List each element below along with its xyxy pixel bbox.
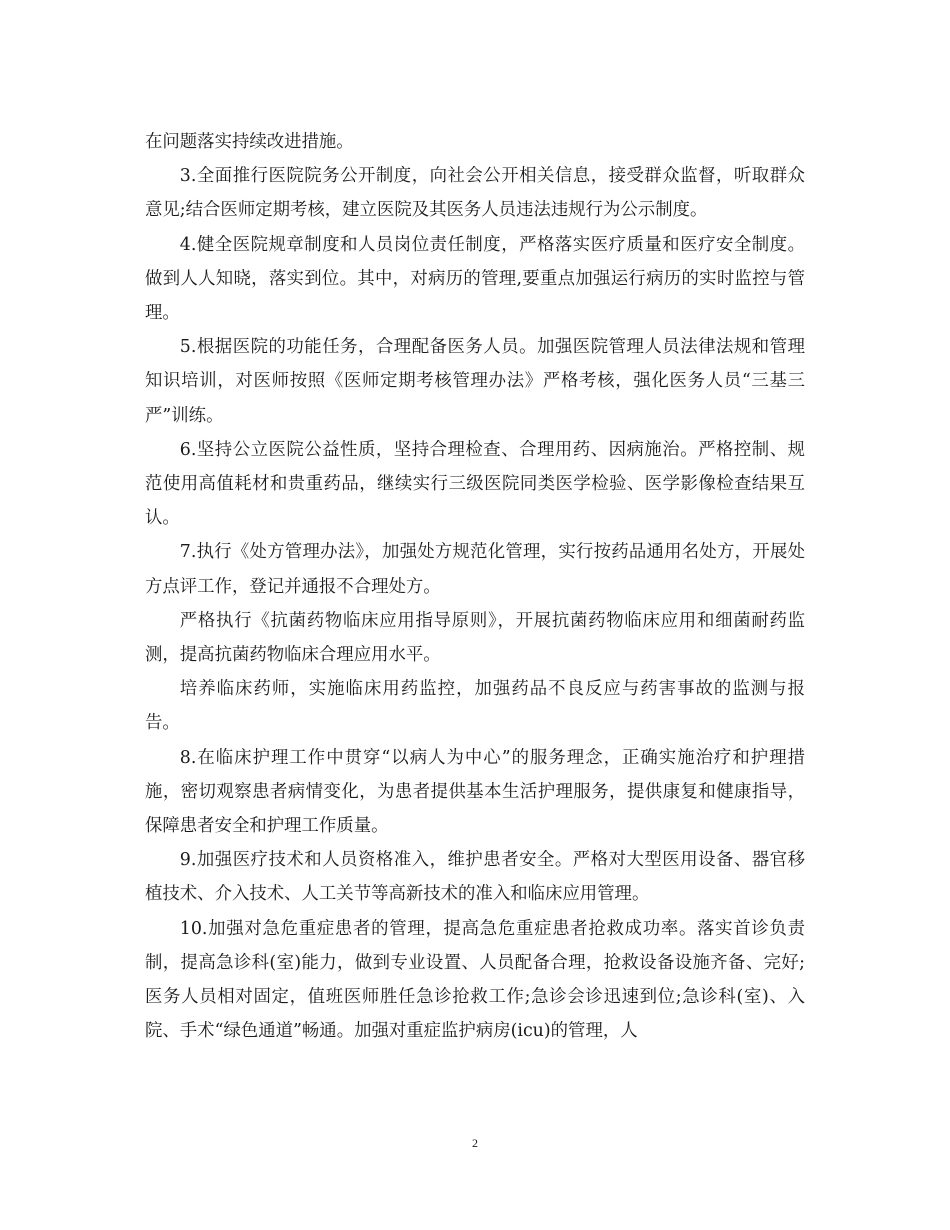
paragraph-item-8: 8.在临床护理工作中贯穿“以病人为中心”的服务理念，正确实施治疗和护理措施，密切观察患者病情变化，为患者提供基本生活护理服务，提供康复和健康指导，保障患者安全和护理工作质量。	[145, 747, 805, 837]
page-number: 2	[472, 1136, 478, 1150]
paragraph-item-4: 4.健全医院规章制度和人员岗位责任制度，严格落实医疗质量和医疗安全制度。做到人人知晓，落实到位。其中，对病历的管理,要重点加强运行病历的实时监控与管理。	[145, 234, 805, 324]
paragraph-antibiotics: 严格执行《抗菌药物临床应用指导原则》，开展抗菌药物临床应用和细菌耐药监测，提高抗菌药物临床合理应用水平。	[145, 610, 805, 666]
paragraph-item-6: 6.坚持公立医院公益性质，坚持合理检查、合理用药、因病施治。严格控制、规范使用高值耗材和贵重药品，继续实行三级医院同类医学检验、医学影像检查结果互认。	[145, 439, 805, 529]
document-body	[145, 125, 805, 1048]
paragraph-item-10: 10.加强对急危重症患者的管理，提高急危重症患者抢救成功率。落实首诊负责制，提高急诊科(室)能力，做到专业设置、人员配备合理，抢救设备设施齐备、完好;医务人员相对固定，值班医师胜任急诊抢救工作;急诊会诊迅速到位;急诊科(室)、入院、手术“绿色通道”畅通。加强对重症监护病房(icu)的管理，人	[145, 918, 805, 1042]
paragraph-item-9: 9.加强医疗技术和人员资格准入，维护患者安全。严格对大型医用设备、器官移植技术、介入技术、人工关节等高新技术的准入和临床应用管理。	[145, 850, 805, 905]
paragraph-item-3: 3.全面推行医院院务公开制度，向社会公开相关信息，接受群众监督，听取群众意见;结合医师定期考核，建立医院及其医务人员违法违规行为公示制度。	[145, 166, 805, 221]
paragraph-pharmacist: 培养临床药师，实施临床用药监控，加强药品不良反应与药害事故的监测与报告。	[145, 679, 805, 734]
paragraph-continuation: 在问题落实持续改进措施。	[145, 132, 354, 152]
paragraph-item-5: 5.根据医院的功能任务，合理配备医务人员。加强医院管理人员法律法规和管理知识培训，对医师按照《医师定期考核管理办法》严格考核，强化医务人员“三基三严”训练。	[145, 337, 805, 426]
paragraph-item-7: 7.执行《处方管理办法》，加强处方规范化管理，实行按药品通用名处方，开展处方点评工作，登记并通报不合理处方。	[145, 542, 805, 597]
